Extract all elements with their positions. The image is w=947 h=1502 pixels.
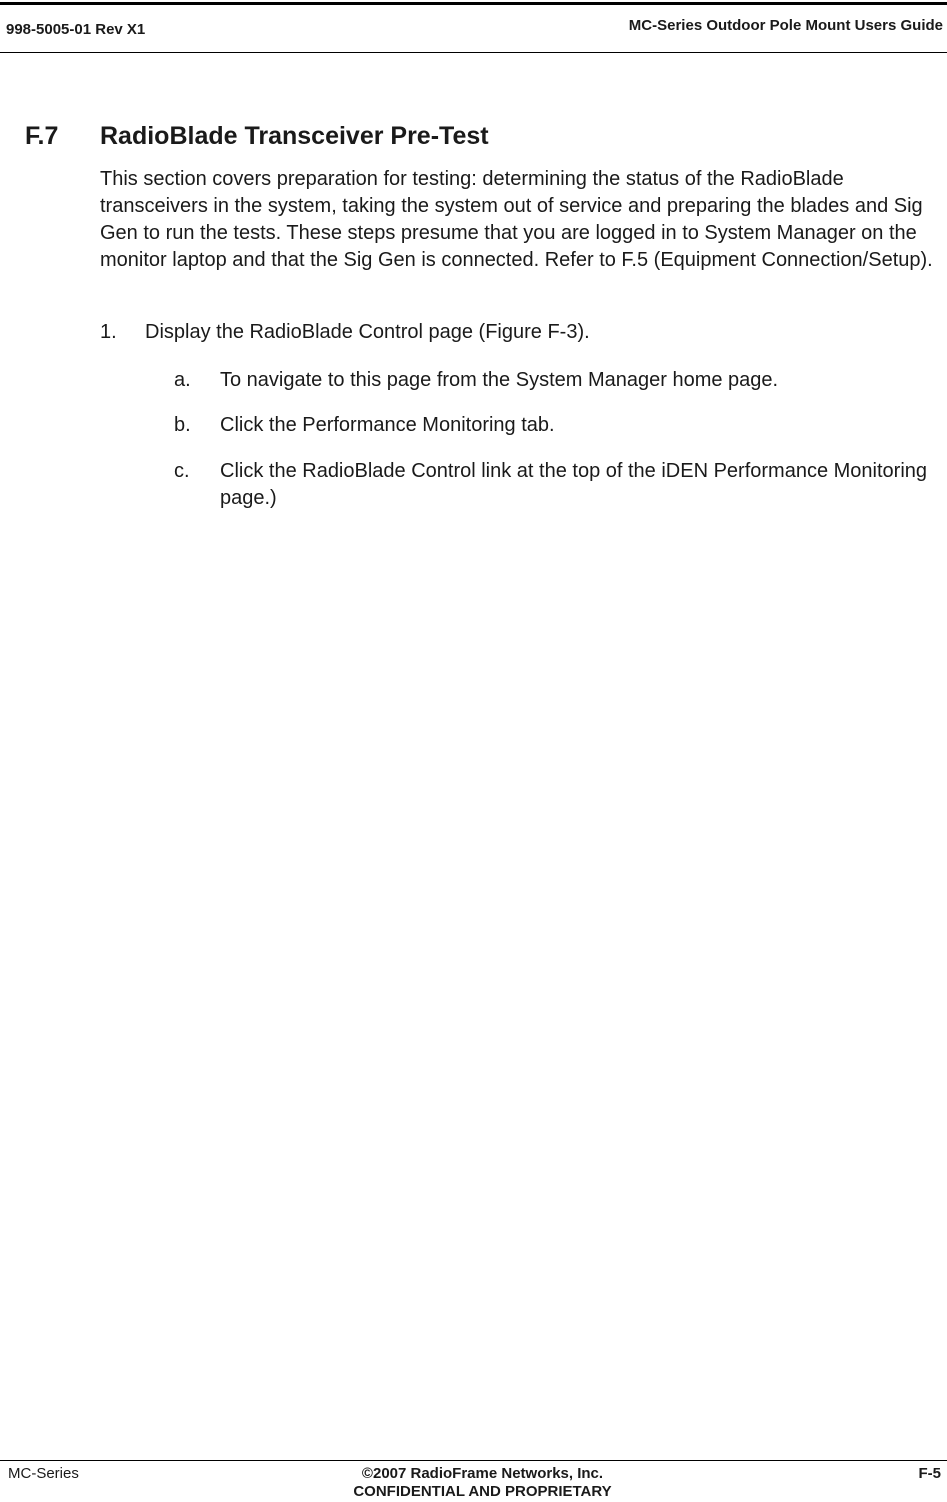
step-1-marker: 1. [100, 321, 117, 343]
footer-confidential: CONFIDENTIAL AND PROPRIETARY [353, 1483, 612, 1500]
doc-number: 998-5005-01 Rev X1 [6, 21, 146, 38]
header-divider [0, 52, 947, 53]
substep-a-marker: a. [174, 369, 191, 391]
footer-copyright-block [250, 1465, 715, 1501]
guide-title: MC-Series Outdoor Pole Mount Users Guide [628, 17, 943, 34]
header-top-rule [0, 2, 947, 5]
footer-product: MC-Series [8, 1465, 79, 1482]
footer-copyright: ©2007 RadioFrame Networks, Inc. [361, 1465, 604, 1482]
section-title: RadioBlade Transceiver Pre-Test [100, 122, 489, 150]
substep-b-text: Click the Performance Monitoring tab. [220, 414, 555, 436]
substep-a [174, 367, 945, 394]
step-1 [100, 319, 945, 346]
substep-b-marker: b. [174, 414, 191, 436]
substep-c-marker: c. [174, 460, 190, 482]
step-1-text: Display the RadioBlade Control page (Figure F-3). [145, 321, 590, 343]
page-number: F-5 [918, 1465, 941, 1482]
substep-a-text: To navigate to this page from the System Manager home page. [220, 369, 779, 391]
footer-divider [0, 1460, 947, 1461]
substep-c-text: Click the RadioBlade Control link at the top of the iDEN Performance Monitoring page.) [220, 460, 928, 509]
section-number: F.7 [25, 122, 59, 150]
section-heading [25, 122, 489, 151]
substep-c [174, 458, 945, 512]
substep-b [174, 412, 945, 439]
section-intro: This section covers preparation for testing: determining the status of the RadioBlade transceivers in the system, taking the system out of service and preparing the blades and Sig Gen to run the tests. These steps presume that you are logged in to System Manager on the monitor laptop and that the Sig Gen is connected. Refer to F.5 (Equipment Connection/Setup). [100, 168, 933, 271]
